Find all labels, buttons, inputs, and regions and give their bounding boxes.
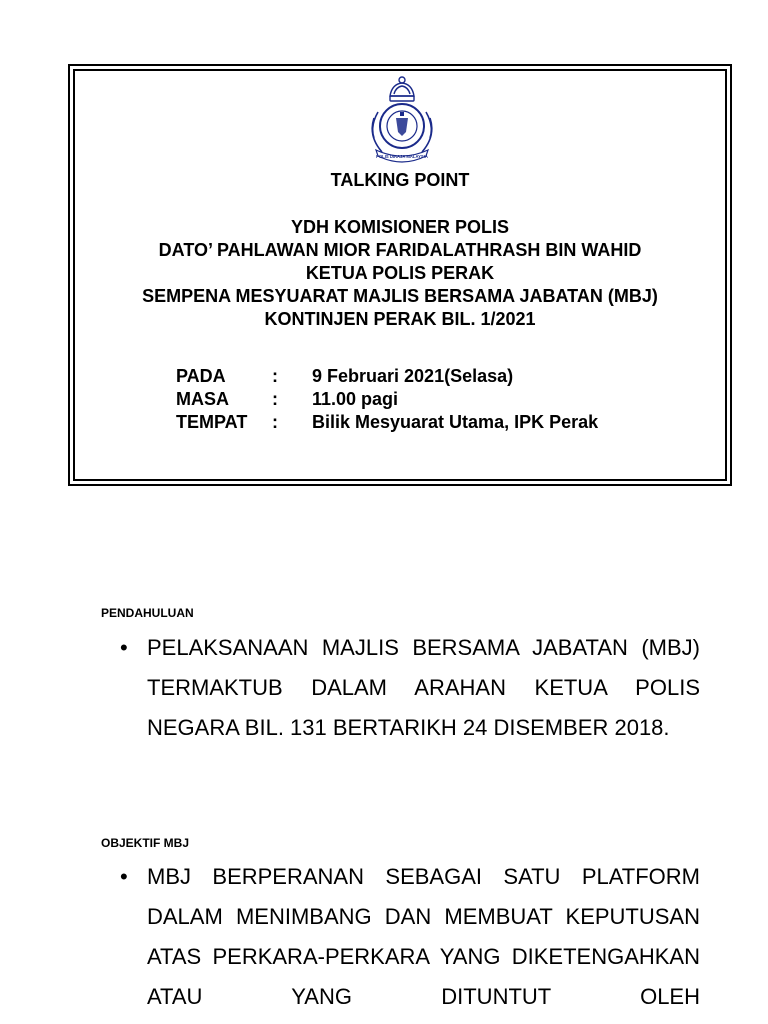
heading-line-rank: YDH KOMISIONER POLIS (290, 217, 510, 237)
meta-row-venue (176, 411, 598, 434)
heading-line-occasion: SEMPENA MESYUARAT MAJLIS BERSAMA JABATAN (MBJ) (142, 286, 658, 306)
polis-diraja-malaysia-crest-icon (360, 74, 444, 166)
meta-row-date (176, 365, 598, 388)
meta-colon: : (272, 389, 278, 409)
bullet-icon: • (120, 635, 128, 660)
section-title-objektif: OBJEKTIF MBJ (101, 836, 190, 850)
meta-value: 11.00 pagi (312, 389, 399, 409)
heading-line-name: DATO’ PAHLAWAN MIOR FARIDALATHRASH BIN WAHID (158, 240, 642, 260)
meta-label: TEMPAT (176, 412, 248, 432)
bullet-icon: • (120, 864, 128, 889)
meta-value: 9 Februari 2021(Selasa) (312, 366, 514, 386)
heading-block (70, 216, 730, 331)
meta-label: PADA (176, 366, 226, 386)
heading-line-contingent: KONTINJEN PERAK BIL. 1/2021 (264, 309, 536, 329)
section-paragraph-objektif: MBJ BERPERANAN SEBAGAI SATU PLATFORM DALAM MENIMBANG DAN MEMBUAT KEPUTUSAN ATAS PERKARA-PERKARA YANG DIKETENGAHKAN ATAU YANG DITUNTUT OLEH (147, 864, 700, 1009)
section-title-pendahuluan: PENDAHULUAN (101, 606, 194, 620)
meeting-details (176, 365, 598, 434)
svg-text:POLIS DIRAJA MALAYSIA: POLIS DIRAJA MALAYSIA (376, 154, 428, 159)
document-title: TALKING POINT (330, 170, 470, 190)
meta-value: Bilik Mesyuarat Utama, IPK Perak (312, 412, 599, 432)
meta-row-time (176, 388, 598, 411)
heading-line-position: KETUA POLIS PERAK (305, 263, 495, 283)
section-paragraph-pendahuluan: PELAKSANAAN MAJLIS BERSAMA JABATAN (MBJ) TERMAKTUB DALAM ARAHAN KETUA POLIS NEGARA BIL. 131 BERTARIKH 24 DISEMBER 2018. (147, 635, 700, 740)
meta-label: MASA (176, 389, 229, 409)
meta-colon: : (272, 412, 278, 432)
meta-colon: : (272, 366, 278, 386)
